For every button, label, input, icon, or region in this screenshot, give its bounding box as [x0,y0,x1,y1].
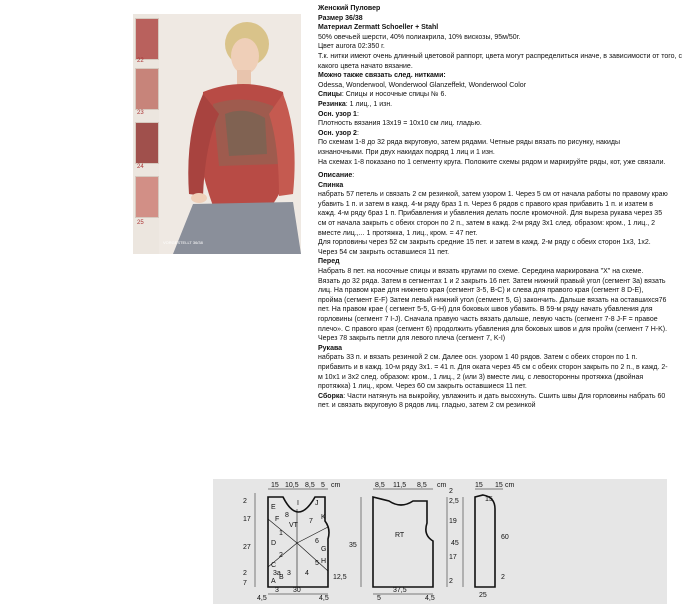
description-heading: Описание [318,172,353,180]
segment-number: 7 [309,518,313,525]
dim-label: 8,5 [375,482,385,489]
segment-number: 1 [279,530,283,537]
alternatives-heading: Можно также связать след. нитками: [318,72,446,80]
size-line: Размер 36/38 [318,14,363,22]
front-text-line: горловины (сегмент 7 I-J). Сначала правую часть вязать дальше, левую часть (сегмент 7-8 J-F = правое [318,316,658,323]
unit-label: cm [331,482,341,489]
needles-text: : Спицы и носочные спицы № 6. [341,91,447,99]
back-heading: Спинка [318,181,344,189]
dim-label: 10,5 [285,482,299,489]
segment-letter: G [321,546,327,553]
segment-letter: J [315,500,319,507]
back-text-line: набрать 57 петель и связать 2 см резинкой, затем узором 1. Через 5 см от начала работы по правому краю [318,191,668,199]
dim-label: 2 [449,578,453,585]
front-text-line: пет. На правом крае ( сегмент 5-5, G-H) для боковых швов убавить. В 59-м ряду начать убавления для [318,306,653,314]
dim-label: 35 [349,542,357,549]
back-text-line: Для горловины через 52 см закрыть средние 15 пет. и затем в кажд. 2-м ряду с обеих сторон 1х3, 1х2. [318,239,651,247]
material-heading: Материал Zermatt Schoeller + Stahl [318,24,439,32]
back-text-line: см от начала закрыть с обеих сторон по 2 п., затем в кажд. 2-м ряду 3х1 след. образом: кром., 1 лиц., 2 [318,220,656,228]
segment-letter: C [271,562,277,569]
assembly-text-line: пет. и связать вкруговую 8 рядов лиц. гладью, затем 2 см резинкой [318,402,536,410]
front-text-line: плечо». С правого края (сегмент 6) продолжить убавления для боковых швов и для пройм (сегмент 7 H-K). [318,325,668,333]
segment-number: 3a [273,570,281,577]
pattern2-line [318,129,686,139]
unit-label: cm [505,482,515,489]
dim-label: 25 [479,592,487,599]
rib-label: Резинка [318,100,346,108]
dim-label: 4,5 [319,595,329,602]
front-label: VT [289,522,298,529]
pattern2-text-line: изнаночными. При двух накидах подряд 1 лиц и 1 изн. [318,148,495,156]
segment-number: 2 [279,552,283,559]
pattern1-text: : [356,110,359,118]
segment-letter: K [321,514,326,521]
dim-label: 7 [243,580,247,587]
dim-label: 37,5 [393,587,407,594]
pattern2-text-line: По схемам 1-8 до 32 ряда вкруговую, затем рядами. Четные ряды вязать по рисунку, накиды [318,139,620,147]
segment-number: 3 [287,570,291,577]
pattern-text [318,4,686,411]
segment-letter: E [271,504,276,511]
front-text-line: Через 78 закрыть петли для левого плеча (сегмент 7, K-I) [318,335,506,343]
assembly-text: : Части натянуть на выкройку, увлажнить и дать высохнуть. Сшить швы Для горловины набрать 60 [343,392,666,400]
dim-label: 12,5 [333,574,347,581]
rib-line [318,100,686,110]
back-label: RT [395,532,405,539]
dim-label: 4,5 [425,595,435,602]
sleeve-heading: Рукава [318,344,343,352]
dim-label: 3 [275,587,279,594]
dim-label: 5 [377,595,381,602]
pattern2-text: : [356,129,359,137]
sleeve-text-line: м 10х1 и 3х2 след. образом: кром., 1 лиц., 2 (или 3) вместе лиц. с левосторонны протяжка (двойная [318,373,644,381]
pattern2-text-line: На схемах 1-8 показано по 1 сегменту круга. Положите схемы рядом и маркируйте ряды, кот, уже связали. [318,158,666,166]
back-text-line: кажд. 4-м ряду 6раз 1 п. Прибавления и убавления делать после кромочной. Для выреза рукава через 35 [318,210,663,218]
front-text-line: пройма (сегмент E-F) Затем левый нижний угол (сегмент 5, G) закончить. Дальше вязать на оставшихся76 [318,296,667,304]
dim-label: 2 [449,488,453,495]
density-line: Плотность вязания 13х19 = 10х10 см лиц. гладью. [318,120,482,128]
description-line [318,171,686,181]
note-paragraph: Т.к. нитки имеют очень длинный цветовой раппорт, цвета могут распределиться иначе, в зависимости от того, с какого цвета начато вязание. [318,52,682,70]
dim-label: 15 [485,496,493,503]
dim-label: 17 [243,516,251,523]
dim-label: 30 [293,587,301,594]
needles-line [318,90,686,100]
pattern1-line [318,110,686,120]
pattern2-label: Осн. узор 2 [318,129,357,137]
dim-label: 8,5 [305,482,315,489]
assembly-line [318,392,686,402]
segment-letter: H [321,558,327,565]
schematic-diagram [213,479,667,604]
unit-label: cm [437,482,447,489]
sleeve-text-line: набрать 33 п. и вязать резинкой 2 см. Далее осн. узором 1 40 рядов. Затем с обеих сторон по 1 п. [318,354,638,362]
dim-label: 27 [243,544,251,551]
dim-label: 4,5 [257,595,267,602]
dim-label: 60 [501,534,509,541]
front-heading: Перед [318,258,340,266]
dim-label: 17 [449,554,457,561]
thumbnail-number: 23 [137,110,144,116]
alternatives-list: Odessa, Wonderwool, Wonderwool Glanzeffekt, Wonderwool Color [318,81,527,89]
segment-letter: A [271,578,276,585]
front-text-line: Вязать до 32 ряда. Затем в сегментах 1 и 2 закрыть 16 пет. Затем нижний правый угол (сегмент 3а) вязать [318,277,666,285]
dim-label: 2 [501,574,505,581]
page-title: Женский Пуловер [318,5,381,12]
front-text-line: лиц. На правом крае для нижнего края (сегмент 3-5, В-С) и слева для правого края (сегмент 8 D-E), [318,287,644,295]
description-colon: : [352,172,355,180]
photo-caption: VORGESTELLT 36/38 [163,240,203,245]
dim-label: 15 [271,482,279,489]
dim-label: 5 [321,482,325,489]
pullover-photo [133,14,301,254]
composition-line: 50% овечьей шерсти, 40% полиакрила, 10% вискозы, 95м/50г. [318,33,521,41]
back-text-line: Через 54 см закрыть оставшиеся 11 пет. [318,248,450,256]
dim-label: 45 [451,540,459,547]
dim-label: 15 [495,482,503,489]
dim-label: 2 [243,498,247,505]
dim-label: 2 [243,570,247,577]
segment-number: 6 [315,538,319,545]
dim-label: 2,5 [449,498,459,505]
dim-label: 19 [449,518,457,525]
assembly-label: Сборка [318,392,344,400]
thumbnail-number: 24 [137,164,144,170]
back-text-line: убавить 1 п. и затем в кажд. 4-м ряду 6раз 1 п. Через 6 рядов с правого края прибавить 1 п. и изатем в [318,200,653,208]
color-line: Цвет aurora 02:350 г. [318,43,385,51]
segment-letter: F [275,516,280,523]
segment-number: 8 [285,512,289,519]
front-text-line: Набрать 8 пет. на носочные спицы и вязать кругами по схеме. Середина маркирована "X" на схеме. [318,268,644,276]
segment-letter: D [271,540,277,547]
segment-number: 5 [315,560,319,567]
dim-label: 8,5 [417,482,427,489]
needles-label: Спицы [318,91,342,99]
thumbnail-number: 25 [137,220,144,226]
segment-letter: B [279,574,284,581]
segment-letter: I [297,500,299,507]
dim-label: 15 [475,482,483,489]
segment-number: 4 [305,570,309,577]
thumbnail-number: 22 [137,58,144,64]
pattern1-label: Осн. узор 1 [318,110,357,118]
model-illustration [133,14,301,254]
sleeve-text-line: протяжка) 1 лиц., кром. Через 60 см закрыть оставшиеся 11 пет. [318,383,527,391]
back-text-line: вместе лиц.,... 1 протяжка, 1 лиц., кром. = 47 пет. [318,229,478,237]
sleeve-text-line: прибавить и в кажд. 10-м ряду 3х1. = 41 п. Для оката через 45 см с обеих сторон закрыть по 2 п., в кажд. 2- [318,363,668,371]
dim-label: 11,5 [393,482,407,489]
rib-text: : 1 лиц., 1 изн. [345,100,393,108]
